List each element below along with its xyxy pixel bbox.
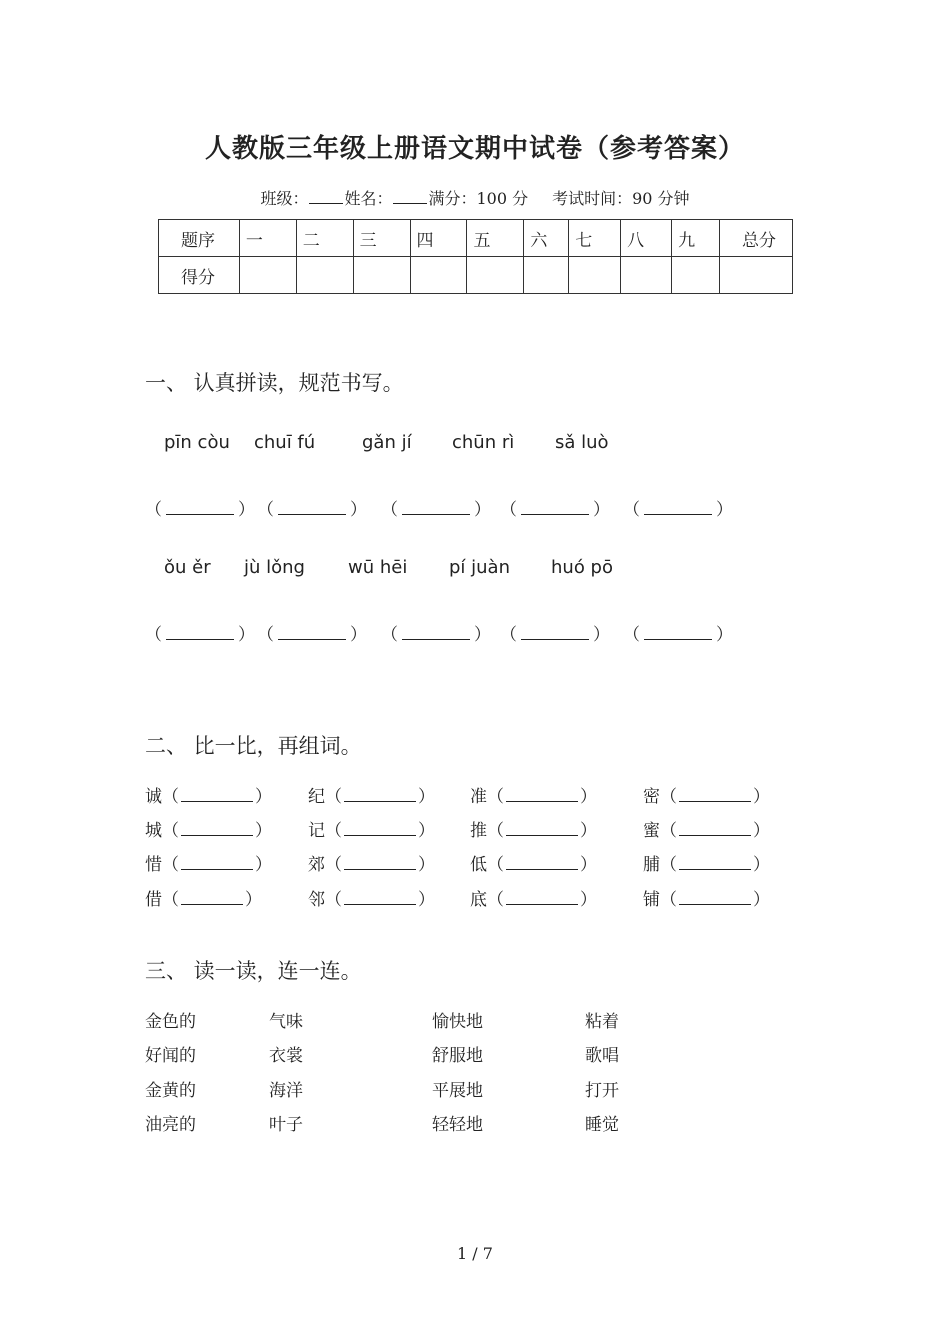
answer-blank[interactable]: （ ） <box>381 625 491 645</box>
match-word[interactable]: 叶子 <box>269 1115 303 1135</box>
score-row-label: 得分 <box>159 257 240 294</box>
name-label: 姓名： <box>344 189 393 208</box>
score-cell[interactable] <box>621 257 672 294</box>
header-cell: 总分 <box>720 220 793 257</box>
answer-blank[interactable]: （ ） <box>623 500 733 520</box>
match-word[interactable]: 金黄的 <box>145 1081 196 1101</box>
header-cell: 五 <box>467 220 524 257</box>
answer-blank[interactable]: （ ） <box>145 625 255 645</box>
pinyin-item: ǒu ěr <box>164 557 211 578</box>
answer-blank[interactable]: （ ） <box>381 500 491 520</box>
score-cell[interactable] <box>296 257 353 294</box>
section3-heading: 三、 读一读，连一连。 <box>145 959 362 983</box>
header-cell: 题序 <box>159 220 240 257</box>
pinyin-item: pīn còu <box>164 432 230 453</box>
compare-item[interactable]: 密（ ） <box>643 787 770 807</box>
match-word[interactable]: 平展地 <box>432 1081 483 1101</box>
match-word[interactable]: 衣裳 <box>269 1046 303 1066</box>
compare-item[interactable]: 诚（ ） <box>145 787 272 807</box>
match-word[interactable]: 轻轻地 <box>432 1115 483 1135</box>
score-cell[interactable] <box>524 257 569 294</box>
compare-item[interactable]: 惜（ ） <box>145 855 272 875</box>
header-cell: 一 <box>239 220 296 257</box>
class-blank <box>309 189 343 204</box>
header-cell: 八 <box>621 220 672 257</box>
match-word[interactable]: 粘着 <box>585 1012 619 1032</box>
pinyin-item: jù lǒng <box>244 557 305 578</box>
match-word[interactable]: 歌唱 <box>585 1046 619 1066</box>
pinyin-item: huó pō <box>551 557 613 578</box>
match-word[interactable]: 气味 <box>269 1012 303 1032</box>
section2-heading: 二、 比一比，再组词。 <box>145 734 362 758</box>
exam-time: 考试时间：90 分钟 <box>552 189 690 208</box>
compare-item[interactable]: 城（ ） <box>145 821 272 841</box>
score-table-header-row <box>159 220 793 257</box>
page-number: 1 / 7 <box>457 1244 493 1263</box>
score-table-score-row <box>159 257 793 294</box>
match-word[interactable]: 舒服地 <box>432 1046 483 1066</box>
match-word[interactable]: 打开 <box>585 1081 619 1101</box>
answer-blank[interactable]: （ ） <box>500 500 610 520</box>
compare-item[interactable]: 记（ ） <box>308 821 435 841</box>
score-cell[interactable] <box>353 257 410 294</box>
pinyin-item: gǎn jí <box>362 432 412 453</box>
score-table <box>158 219 793 294</box>
pinyin-item: chūn rì <box>452 432 515 453</box>
page-title: 人教版三年级上册语文期中试卷（参考答案） <box>204 134 745 164</box>
name-blank <box>393 189 427 204</box>
header-cell: 七 <box>569 220 621 257</box>
answer-blank[interactable]: （ ） <box>500 625 610 645</box>
compare-item[interactable]: 脯（ ） <box>643 855 770 875</box>
header-cell: 九 <box>672 220 720 257</box>
match-word[interactable]: 海洋 <box>269 1081 303 1101</box>
exam-info-line <box>0 186 950 209</box>
full-score: 满分：100 分 <box>428 189 529 208</box>
score-cell[interactable] <box>239 257 296 294</box>
pinyin-item: chuī fú <box>254 432 316 453</box>
section1-heading: 一、 认真拼读，规范书写。 <box>145 371 404 395</box>
compare-item[interactable]: 底（ ） <box>470 890 597 910</box>
compare-item[interactable]: 低（ ） <box>470 855 597 875</box>
score-cell[interactable] <box>569 257 621 294</box>
header-cell: 四 <box>410 220 467 257</box>
compare-item[interactable]: 铺（ ） <box>643 890 770 910</box>
compare-item[interactable]: 借（ ） <box>145 890 262 910</box>
answer-blank[interactable]: （ ） <box>623 625 733 645</box>
answer-blank[interactable]: （ ） <box>257 500 367 520</box>
match-word[interactable]: 金色的 <box>145 1012 196 1032</box>
compare-item[interactable]: 准（ ） <box>470 787 597 807</box>
class-label: 班级： <box>260 189 309 208</box>
compare-item[interactable]: 蜜（ ） <box>643 821 770 841</box>
match-word[interactable]: 好闻的 <box>145 1046 196 1066</box>
header-cell: 三 <box>353 220 410 257</box>
compare-item[interactable]: 纪（ ） <box>308 787 435 807</box>
pinyin-item: wū hēi <box>348 557 408 578</box>
match-word[interactable]: 愉快地 <box>432 1012 483 1032</box>
match-word[interactable]: 睡觉 <box>585 1115 619 1135</box>
compare-item[interactable]: 推（ ） <box>470 821 597 841</box>
pinyin-item: pí juàn <box>449 557 510 578</box>
header-cell: 六 <box>524 220 569 257</box>
score-cell[interactable] <box>467 257 524 294</box>
header-cell: 二 <box>296 220 353 257</box>
pinyin-item: sǎ luò <box>555 432 609 453</box>
score-cell[interactable] <box>410 257 467 294</box>
compare-item[interactable]: 郊（ ） <box>308 855 435 875</box>
match-word[interactable]: 油亮的 <box>145 1115 196 1135</box>
answer-blank[interactable]: （ ） <box>145 500 255 520</box>
answer-blank[interactable]: （ ） <box>257 625 367 645</box>
score-cell[interactable] <box>672 257 720 294</box>
compare-item[interactable]: 邻（ ） <box>308 890 435 910</box>
score-cell[interactable] <box>720 257 793 294</box>
